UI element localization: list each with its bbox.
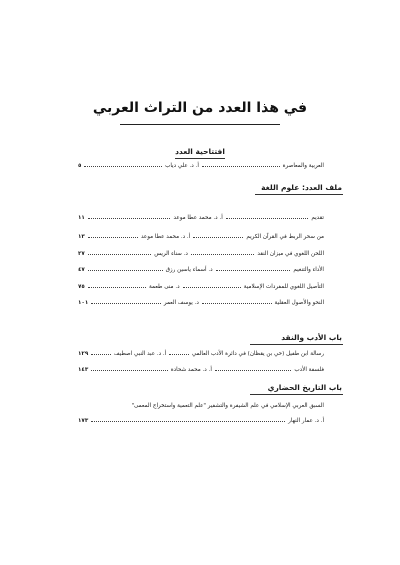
entry-title: فلسفة الأدب (294, 367, 324, 373)
toc-entry[interactable] (78, 213, 324, 223)
entry-author: أ. د. محمد عطا موعد (173, 215, 223, 221)
dot-leader (84, 166, 162, 167)
entry-title: النحو والأصول العقلية (274, 300, 324, 306)
entry-title: الأداء والتنغيم (293, 267, 324, 273)
dot-leader (193, 237, 243, 238)
entry-title: اللحن اللغوي في ميزان النقد (257, 251, 324, 257)
entry-page: ١٧٣ (78, 418, 89, 424)
entry-author: أ. د. محمد عطا موعد (140, 234, 191, 240)
section-underline (250, 344, 343, 345)
section-underline (175, 158, 225, 159)
page-title: في هذا العدد من التراث العربي (92, 100, 308, 116)
toc-entry[interactable] (78, 249, 324, 259)
dot-leader (202, 303, 272, 304)
entry-page: ١٢٩ (78, 351, 89, 357)
toc-entry[interactable] (78, 365, 324, 375)
entry-page: ٥ (77, 163, 82, 169)
entry-author: أ. د. عمار النهار (288, 418, 324, 424)
toc-entry[interactable] (78, 349, 324, 359)
entry-author: د. أسماء ياسين رزق (165, 267, 213, 273)
toc-entry[interactable] (78, 232, 324, 242)
entry-title: من سحر الربط في القرآن الكريم (246, 234, 324, 240)
section-heading-opening: افتتاحية العدد (175, 147, 225, 156)
entry-page: ١٣ (78, 234, 85, 240)
section-heading-literature: باب الأدب والنقد (281, 333, 342, 342)
dot-leader (169, 354, 189, 355)
title-underline (120, 124, 280, 125)
dot-leader (88, 287, 146, 288)
entry-page: ٤٧ (78, 267, 85, 273)
entry-author: أ. د. عبد النبي اصطيف (113, 351, 167, 357)
entry-title-long[interactable]: السبق العربي الإسلامي في علم الشيفرة والتشفير "علم التعمية واستخراج المعمى" (131, 403, 324, 409)
entry-page: ١١ (78, 215, 85, 221)
dot-leader (216, 270, 291, 271)
dot-leader (88, 218, 171, 219)
dot-leader (91, 303, 161, 304)
entry-title: رسالة ابن طفيل (حي بن يقظان) في دائرة الأدب العالمي (191, 351, 324, 357)
dot-leader (202, 166, 280, 167)
section-heading-heritage: باب التاريخ الحضاري (267, 383, 342, 392)
entry-page: ٧٥ (78, 284, 85, 290)
section-heading-dossier: ملف العدد: علوم اللغة (261, 183, 342, 192)
entry-author: د. منى طعمة (149, 284, 180, 290)
entry-page: ٢٧ (77, 251, 85, 257)
section-underline (250, 394, 343, 395)
dot-leader (191, 254, 254, 255)
entry-author: د. يوسف العمر (163, 300, 199, 306)
dot-leader (88, 237, 138, 238)
dot-leader (91, 421, 285, 422)
toc-entry[interactable] (78, 298, 324, 308)
toc-entry[interactable] (78, 265, 324, 275)
dot-leader (91, 370, 168, 371)
entry-author: د. سناء الريس (154, 251, 188, 257)
dot-leader (88, 254, 151, 255)
toc-entry[interactable] (78, 416, 324, 426)
entry-page: ١٤٣ (77, 367, 89, 373)
toc-entry[interactable] (78, 282, 324, 292)
dot-leader (226, 218, 309, 219)
entry-title: تقديم (311, 215, 324, 221)
entry-page: ١٠١ (77, 300, 89, 306)
dot-leader (215, 370, 292, 371)
entry-title: العربية والمعاصرة (282, 163, 324, 169)
dot-leader (183, 287, 241, 288)
dot-leader (88, 270, 163, 271)
section-underline (255, 194, 343, 195)
toc-entry[interactable] (78, 161, 324, 171)
dot-leader (91, 354, 111, 355)
entry-title: التأصيل اللغوي للمفردات الإسلامية (243, 284, 324, 290)
entry-author: أ. د. محمد شحادة (170, 367, 212, 373)
entry-author: أ. د. علي دياب (165, 163, 199, 169)
